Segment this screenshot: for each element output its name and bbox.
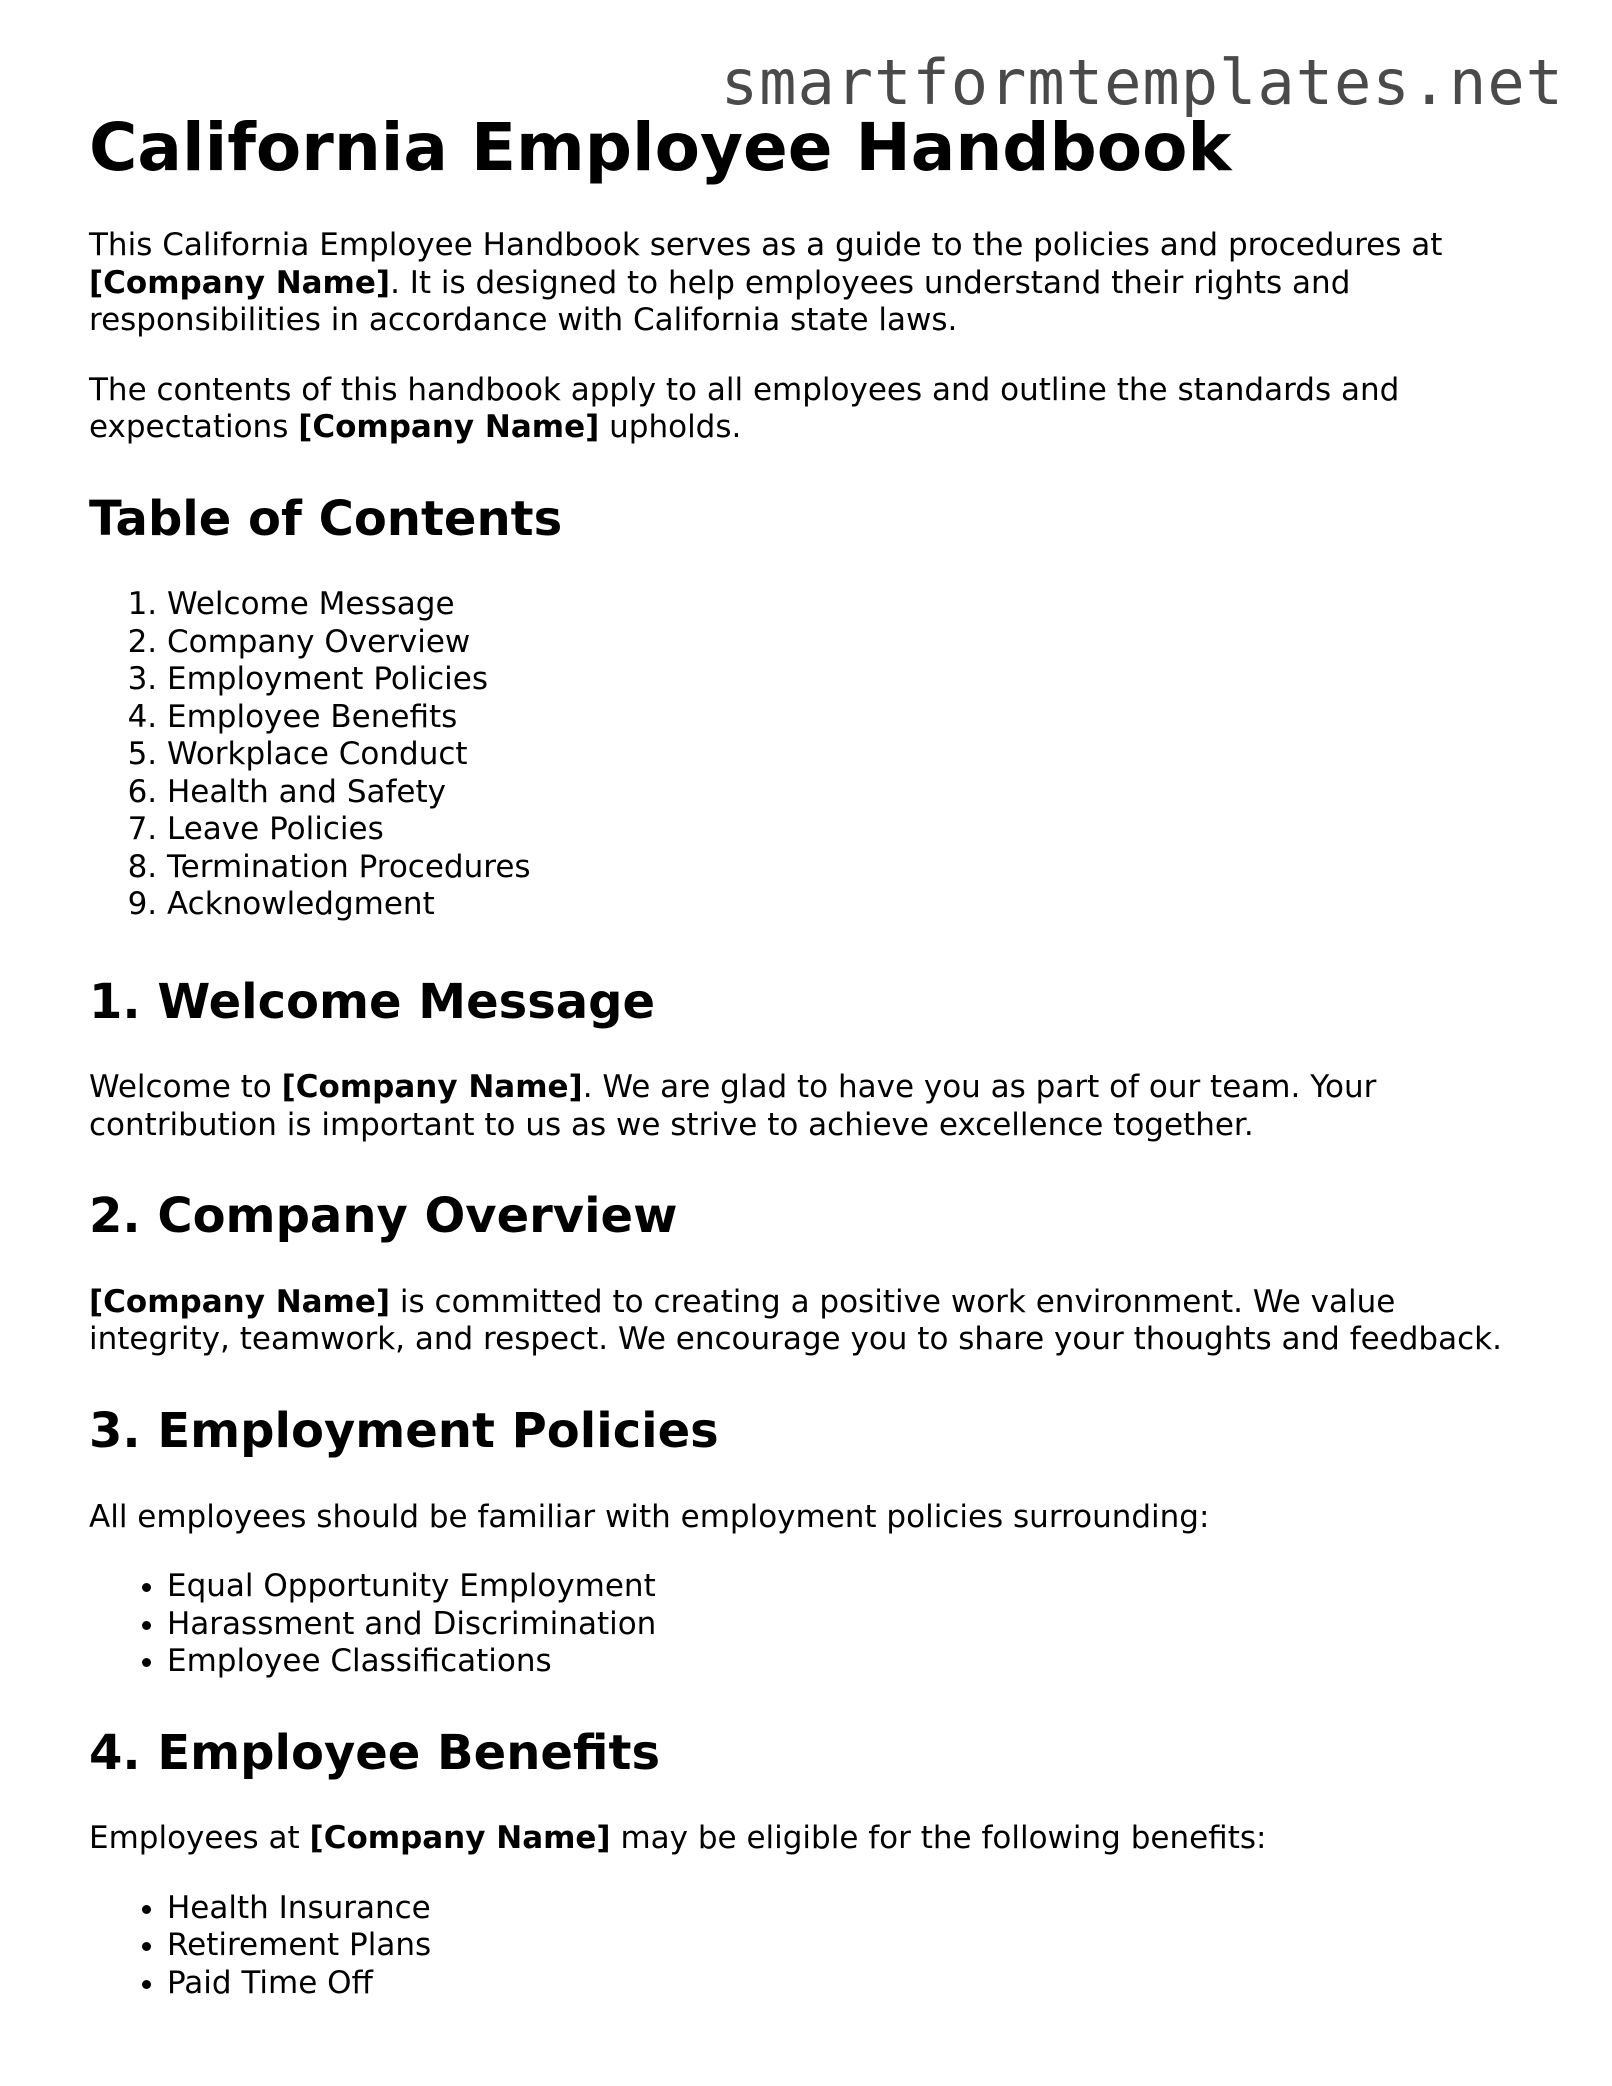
overview-paragraph (89, 1284, 1529, 1359)
benefits-text-after: may be eligible for the following benefits: (610, 1820, 1267, 1857)
policy-item: • Equal Opportunity Employment (167, 1568, 1529, 1606)
toc-item: 1. Welcome Message (167, 586, 1529, 624)
policies-list (89, 1568, 1529, 1681)
benefit-item: • Health Insurance (167, 1890, 1529, 1928)
watermark: smartformtemplates.net (720, 46, 1564, 119)
company-name-placeholder: [Company Name] (89, 264, 391, 301)
benefits-heading: 4. Employee Benefits (89, 1724, 661, 1781)
toc-item: 5. Workplace Conduct (167, 736, 1529, 774)
overview-text-after: is committed to creating a positive work environment. We value integrity, teamwork, and respect. We encourage you to share your thoughts and feedback. (89, 1283, 1502, 1358)
welcome-text-after: . We are glad to have you as part of our team. Your contribution is important to us as we strive to achieve excellence together. (89, 1069, 1377, 1143)
toc-item: 6. Health and Safety (167, 774, 1529, 812)
intro-p1-text-after: . It is designed to help employees understand their rights and responsibilities in accordance with California state laws. (89, 264, 1351, 339)
toc-item: 4. Employee Benefits (167, 699, 1529, 737)
toc-item: 7. Leave Policies (167, 811, 1529, 849)
policy-item: • Harassment and Discrimination (167, 1606, 1529, 1644)
toc-item: 2. Company Overview (167, 624, 1529, 662)
toc-item: 9. Acknowledgment (167, 886, 1529, 924)
intro-paragraph-1 (89, 227, 1529, 340)
company-name-placeholder: [Company Name] (309, 1820, 611, 1857)
document-page (89, 108, 1529, 2040)
toc-list (89, 586, 1529, 924)
policies-heading: 3. Employment Policies (89, 1402, 719, 1459)
company-name-placeholder: [Company Name] (89, 1283, 391, 1320)
benefits-paragraph (89, 1820, 1529, 1858)
welcome-text-before: Welcome to (89, 1069, 282, 1106)
toc-heading: Table of Contents (89, 490, 563, 547)
company-name-placeholder: [Company Name] (298, 409, 600, 446)
benefits-text-before: Employees at (89, 1820, 310, 1857)
toc-item: 3. Employment Policies (167, 661, 1529, 699)
benefits-list (89, 1890, 1529, 2003)
intro-p2-text-before: The contents of this handbook apply to all employees and outline the standards and expectations (89, 371, 1400, 446)
policies-paragraph: All employees should be familiar with employment policies surrounding: (89, 1498, 1210, 1535)
intro-paragraph-2 (89, 372, 1529, 447)
toc-item: 8. Termination Procedures (167, 849, 1529, 887)
policy-item: • Employee Classifications (167, 1643, 1529, 1681)
overview-heading: 2. Company Overview (89, 1188, 678, 1245)
welcome-heading: 1. Welcome Message (89, 973, 656, 1030)
intro-p2-text-after: upholds. (599, 409, 742, 446)
company-name-placeholder: [Company Name] (281, 1069, 583, 1106)
benefit-item: • Retirement Plans (167, 1927, 1529, 1965)
welcome-paragraph (89, 1069, 1529, 1144)
document-title: California Employee Handbook (89, 109, 1232, 186)
intro-p1-text-before: This California Employee Handbook serves as a guide to the policies and procedures at (89, 227, 1443, 264)
benefit-item: • Paid Time Off (167, 1965, 1529, 2003)
